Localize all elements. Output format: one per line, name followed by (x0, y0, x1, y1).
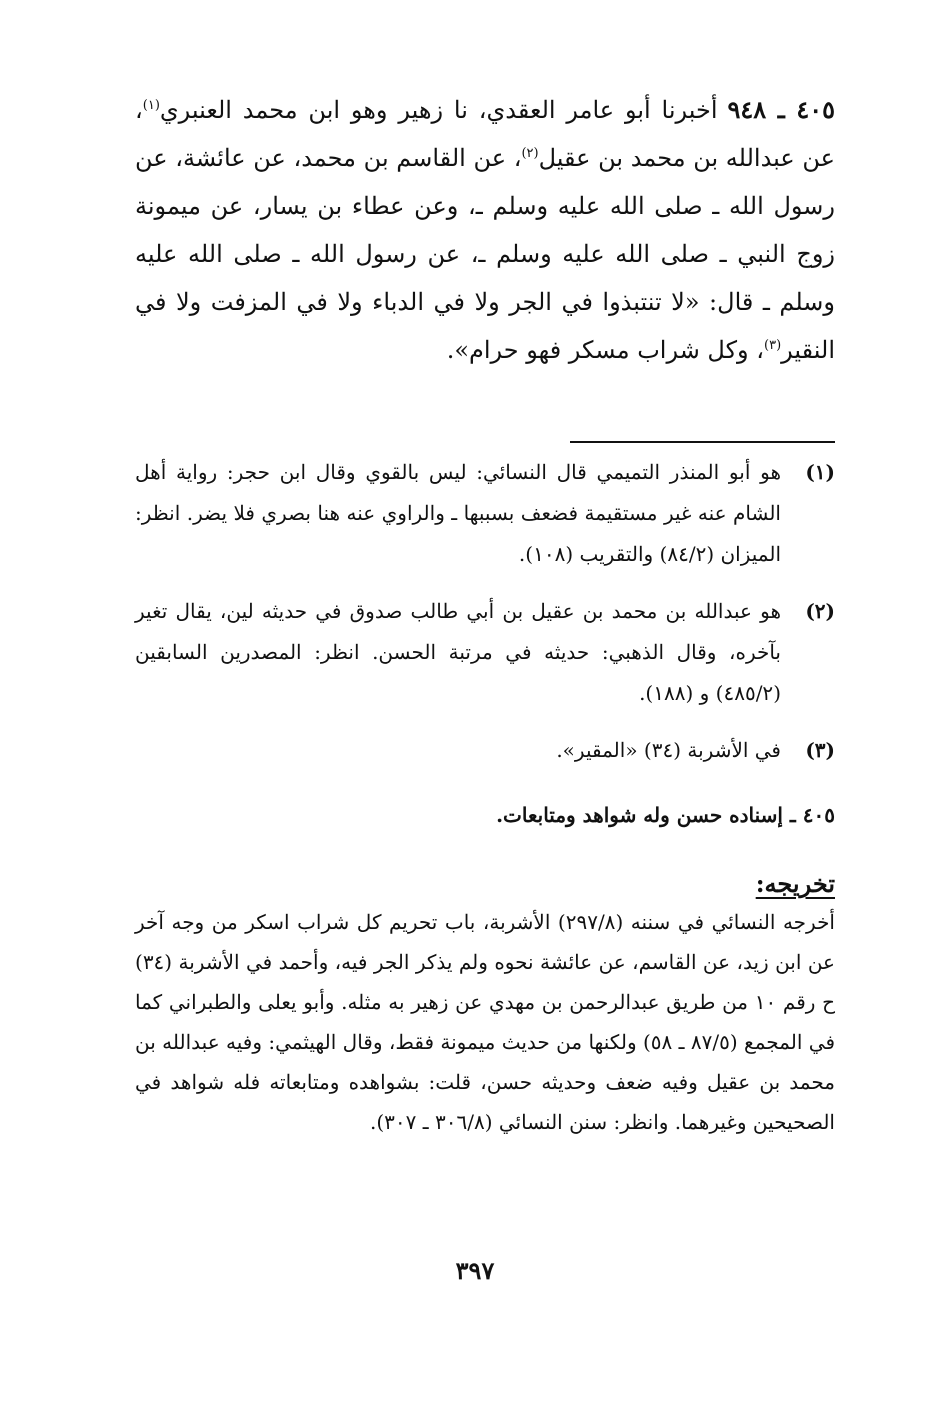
hadith-paragraph (135, 86, 835, 374)
footnote-text: هو عبدالله بن محمد بن عقيل بن أبي طالب صدوق في حديثه لين، يقال تغير بآخره، وقال الذهبي: حديثه في مرتبة الحسن. انظر: المصدرين السابقين (٤٨٥/٢) و (١٨٨). (135, 599, 782, 705)
footnote-number: (٢) (805, 599, 835, 623)
hadith-text-part: ، عن القاسم بن محمد، عن عائشة، عن رسول الله ـ صلى الله عليه وسلم ـ، وعن عطاء بن يسار، عن ميمونة زوج النبي ـ صلى الله عليه وسلم ـ، عن رسول الله ـ صلى الله عليه وسلم ـ قال: «لا تنتبذوا في الجر ولا في الدباء ولا في المزفت ولا في النقير (135, 144, 835, 364)
footnote-3 (135, 730, 835, 771)
hadith-text-part: أخبرنا أبو عامر العقدي، نا زهير وهو ابن محمد العنبري (159, 96, 718, 124)
hadith-text (135, 86, 835, 374)
page-number: ٣٩٧ (455, 1256, 495, 1285)
footnote-2 (135, 591, 835, 714)
footnote-separator (570, 441, 835, 443)
isnad-grade: ٤٠٥ ـ إسناده حسن وله شواهد ومتابعات. (496, 803, 835, 827)
footnote-1 (135, 452, 835, 575)
footnote-ref-1: (١) (142, 98, 160, 113)
footnotes (135, 452, 835, 787)
footnote-text: هو أبو المنذر التميمي قال النسائي: ليس بالقوي وقال ابن حجر: رواية أهل الشام عنه غير مستقيمة فضعف بسببها ـ والراوي عنه هنا بصري فلا يضر. انظر: الميزان (٨٤/٢) والتقريب (١٠٨). (135, 460, 781, 566)
footnote-ref-2: (٢) (521, 146, 539, 161)
footnote-ref-3: (٣) (764, 338, 782, 353)
footnote-number: (١) (805, 460, 835, 484)
takhrij-heading: تخريجه: (755, 869, 835, 898)
hadith-number: ٤٠٥ ـ ٩٤٨ (727, 95, 835, 124)
hadith-text-part: ، وكل شراب مسكر فهو حرام». (446, 336, 764, 364)
takhrij-text: أخرجه النسائي في سننه (٢٩٧/٨) الأشربة، باب تحريم كل شراب اسكر من وجه آخر عن ابن زيد، عن القاسم، عن عائشة نحوه ولم يذكر الجر فيه، وأحمد في الأشربة (٣٤) ح رقم ١٠ من طريق عبدالرحمن بن مهدي عن زهير به مثله. وأبو يعلى والطبراني كما في المجمع (٨٧/٥ ـ ٥٨) ولكنها من حديث ميمونة فقط، وقال الهيثمي: وفيه عبدالله بن محمد بن عقيل وفيه ضعف وحديثه حسن، قلت: بشواهده ومتابعاته فله شواهد في الصحيحين وغيرهما. وانظر: سنن النسائي (٣٠٦/٨ ـ ٣٠٧). (135, 910, 836, 1134)
footnote-text: في الأشربة (٣٤) «المقير». (556, 738, 781, 762)
hadith-text-part: ، عن عبدالله بن محمد بن عقيل (135, 96, 835, 172)
footnote-number: (٣) (805, 738, 835, 762)
